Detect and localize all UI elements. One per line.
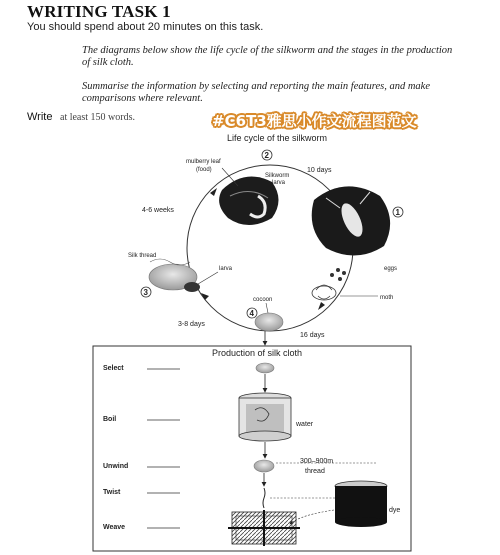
cocoon-illustration bbox=[255, 313, 283, 331]
cycle-arrow-2 bbox=[318, 302, 325, 310]
eggs-label: eggs bbox=[384, 266, 398, 272]
dye-label: dye bbox=[389, 507, 401, 514]
step-3-number: 3 bbox=[143, 288, 148, 297]
cocoon-label: cocoon bbox=[253, 297, 273, 303]
mulberry-leaf-label: mulberry leaf bbox=[186, 159, 221, 165]
spinning-larva-label: larva bbox=[219, 266, 233, 272]
small-moth-illustration bbox=[312, 285, 336, 300]
water-label: water bbox=[296, 421, 314, 428]
silkworm-label: Silkworm bbox=[265, 173, 290, 179]
stage-weave-label: Weave bbox=[103, 524, 126, 531]
silk-thread-label: Silk thread bbox=[128, 253, 157, 259]
task-prompt-description: The diagrams below show the life cycle of the silkworm and the stages in the production of silk cloth. bbox=[82, 45, 453, 68]
production-title: Production of silk cloth bbox=[212, 348, 303, 358]
select-cocoon-illustration bbox=[256, 363, 274, 373]
step-2-number: 2 bbox=[264, 151, 269, 160]
silkworm-larva-label: larva bbox=[272, 180, 286, 186]
task-title: WRITING TASK 1 bbox=[27, 2, 171, 21]
mulberry-leaf-illustration bbox=[219, 177, 278, 225]
task-prompt-summarise: Summarise the information by selecting and reporting the main features, and make comparisons where relevant. bbox=[82, 81, 431, 104]
write-label: Write bbox=[27, 111, 53, 123]
food-label: (food) bbox=[196, 167, 212, 173]
three-eight-days-label: 3-8 days bbox=[178, 321, 205, 328]
thread-length-label: 300–900m bbox=[300, 458, 334, 465]
sixteen-days-label: 16 days bbox=[300, 332, 325, 339]
silk-thread-illustration bbox=[149, 259, 200, 292]
moth-illustration bbox=[312, 186, 390, 255]
thread-label: thread bbox=[305, 468, 325, 475]
eggs-illustration bbox=[330, 268, 346, 281]
stage-boil-label: Boil bbox=[103, 416, 117, 423]
stage-twist-label: Twist bbox=[103, 489, 121, 496]
step-4-number: 4 bbox=[249, 309, 254, 318]
dye-pot-illustration bbox=[335, 481, 387, 527]
step-1-number: 1 bbox=[395, 208, 400, 217]
twisted-thread-illustration bbox=[263, 488, 265, 508]
ten-days-label: 10 days bbox=[307, 167, 332, 174]
watermark: #C6T3雅思小作文流程图范文 bbox=[212, 112, 417, 130]
life-cycle-title: Life cycle of the silkworm bbox=[227, 133, 328, 143]
word-count-requirement: at least 150 words. bbox=[60, 112, 135, 123]
four-six-weeks-label: 4-6 weeks bbox=[142, 207, 174, 214]
stage-select-label: Select bbox=[103, 365, 124, 372]
boiling-pot-illustration bbox=[239, 393, 291, 441]
moth-label: moth bbox=[380, 295, 394, 301]
task-instruction: You should spend about 20 minutes on this task. bbox=[27, 21, 264, 33]
stage-unwind-label: Unwind bbox=[103, 463, 129, 470]
unwind-cocoon-illustration bbox=[254, 460, 274, 472]
woven-cloth-illustration bbox=[228, 510, 300, 546]
